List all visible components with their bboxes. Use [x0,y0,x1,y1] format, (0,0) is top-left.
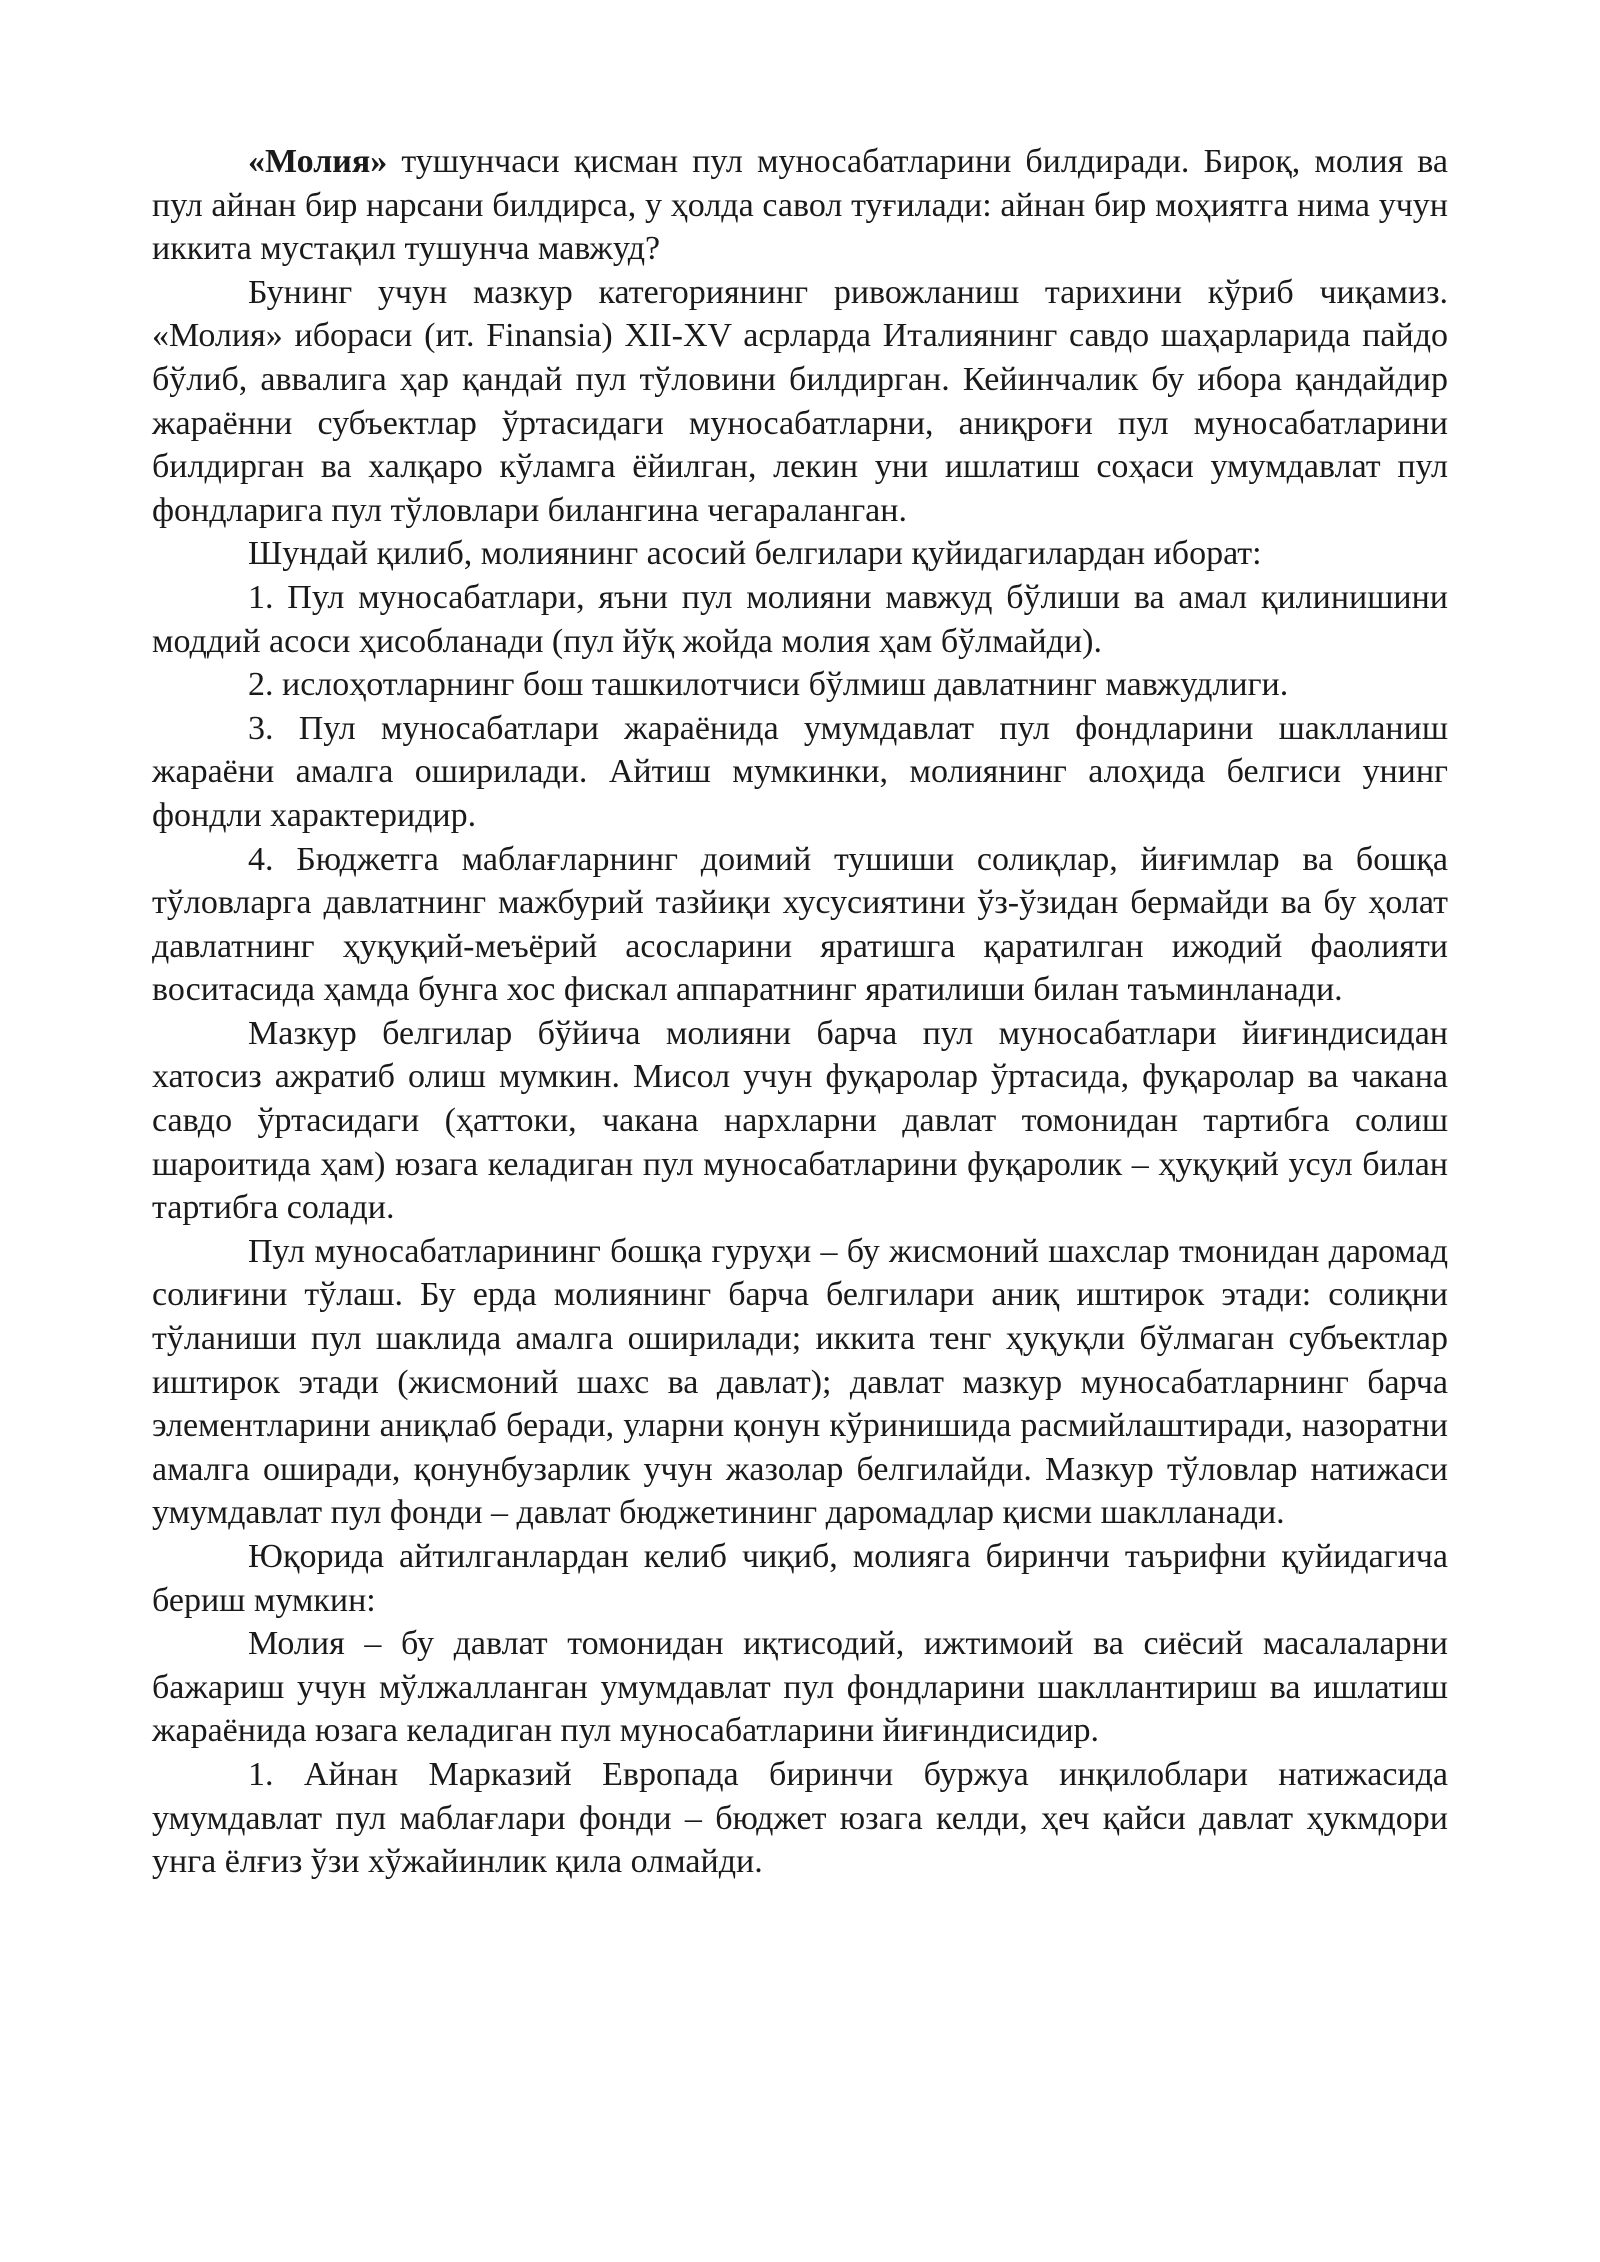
paragraph-distinction: Мазкур белгилар бўйича молияни барча пул муносабатлари йиғиндисидан хатосиз ажратиб олиш мумкин. Мисол учун фуқаролар ўртасида, фуқаролар ва чакана савдо ўртасидаги (ҳаттоки, чакана нархларни давлат томонидан тартибга солиш шароитида ҳам) юзага келадиган пул муносабатларини фуқаролик – ҳуқуқий усул билан тартибга солади. [152,1014,1448,1227]
paragraph-feature-2: 2. ислоҳотларнинг бош ташкилотчиси бўлмиш давлатнинг мавжудлиги. [248,666,1289,704]
paragraph-feature-1: 1. Пул муносабатлари, яъни пул молияни мавжуд бўлиши ва амал қилинишини моддий асоси ҳисобланади (пул йўқ жойда молия ҳам бўлмайди). [152,578,1448,660]
paragraph-intro [152,140,1448,271]
paragraph-definition: Молия – бу давлат томонидан иқтисодий, ижтимоий ва сиёсий масалаларни бажариш учун мўлжалланган умумдавлат пул фондларини шакллантириш ва ишлатиш жараёнида юзага келадиган пул муносабатларини йиғиндисидир. [152,1625,1448,1750]
paragraph-features-intro: Шундай қилиб, молиянинг асосий белгилари қуйидагилардан иборат: [248,535,1262,573]
paragraph-history: Бунинг учун мазкур категориянинг ривожланиш тарихини кўриб чиқамиз. «Молия» ибораси (ит. Finansia) XII-XV асрларда Италиянинг савдо шаҳарларида пайдо бўлиб, аввалига ҳар қандай пул тўловини билдирган. Кейинчалик бу ибора қандайдир жараённи субъектлар ўртасидаги муносабатларни, аниқроғи пул муносабатларини билдирган ва халқаро кўламга ёйилган, лекин уни ишлатиш соҳаси умумдавлат пул фондларига пул тўловлари билангина чегараланган. [152,273,1448,529]
paragraph-feature-4: 4. Бюджетга маблағларнинг доимий тушиши солиқлар, йиғимлар ва бошқа тўловларга давлатнинг мажбурий тазйиқи хусусиятини ўз-ўзидан бермайди ва бу ҳолат давлатнинг ҳуқуқий-меъёрий асосларини яратишга қаратилган ижодий фаолияти воситасида ҳамда бунга хос фискал аппаратнинг яратилиши билан таъминланади. [152,840,1448,1009]
intro-text: тушунчаси қисман пул муносабатларини билдиради. Бироқ, молия ва пул айнан бир нарсани билдирса, у ҳолда савол туғилади: айнан бир моҳиятга нима учун иккита мустақил тушунча мавжуд? [152,143,1448,268]
document-body [152,140,1448,1884]
term-molia: «Молия» [248,143,388,180]
paragraph-definition-intro: Юқорида айтилганлардан келиб чиқиб, молияга биринчи таърифни қуйидагича бериш мумкин: [152,1538,1448,1619]
paragraph-europe: 1. Айнан Марказий Европада биринчи буржуа инқилоблари натижасида умумдавлат пул маблағлари фонди – бюджет юзага келди, ҳеч қайси давлат ҳукмдори унга ёлғиз ўзи хўжайинлик қила олмайди. [152,1755,1448,1881]
paragraph-income-tax: Пул муносабатларининг бошқа гуруҳи – бу жисмоний шахслар тмонидан даромад солиғини тўлаш. Бу ерда молиянинг барча белгилари аниқ иштирок этади: солиқни тўланиши пул шаклида амалга оширилади; иккита тенг ҳуқуқли бўлмаган субъектлар иштирок этади (жисмоний шахс ва давлат); давлат мазкур муносабатларнинг барча элементларини аниқлаб беради, уларни қонун кўринишида расмийлаштиради, назоратни амалга оширади, қонунбузарлик учун жазолар белгилайди. Мазкур тўловлар натижаси умумдавлат пул фонди – давлат бюджетининг даромадлар қисми шаклланади. [152,1232,1448,1532]
paragraph-feature-3: 3. Пул муносабатлари жараёнида умумдавлат пул фондларини шаклланиш жараёни амалга оширилади. Айтиш мумкинки, молиянинг алоҳида белгиси унинг фондли характеридир. [152,709,1448,834]
